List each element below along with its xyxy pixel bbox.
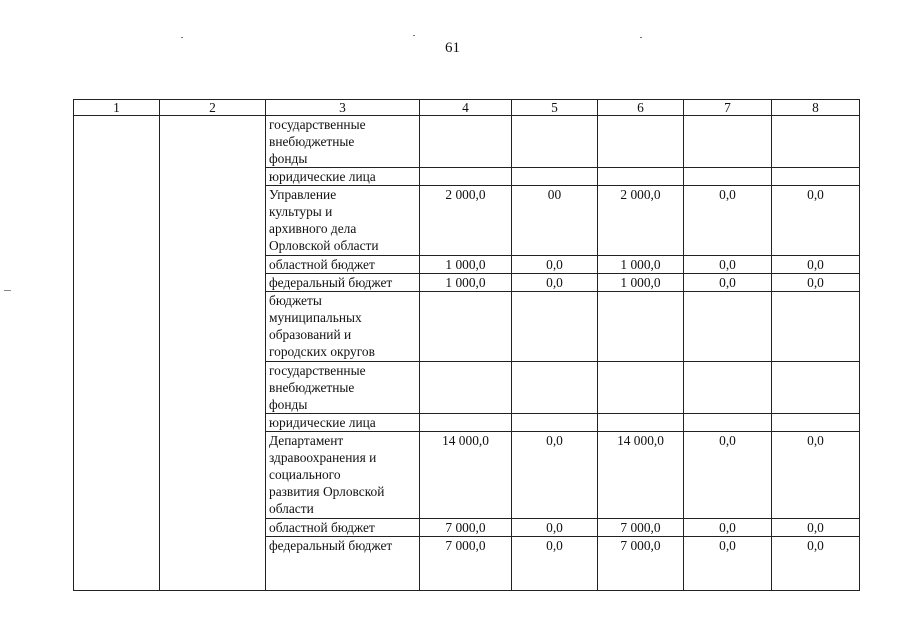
- value-col-4: 1 000,0: [420, 256, 512, 274]
- header-col-3: 3: [266, 100, 420, 116]
- value-col-4: [420, 414, 512, 432]
- budget-table: [73, 99, 860, 591]
- value-col-8: 0,0: [772, 186, 860, 256]
- row-label: Департамент здравоохранения и социального развития Орловской области: [266, 432, 420, 519]
- row-label: юридические лица: [266, 168, 420, 186]
- value-col-5: 0,0: [512, 519, 598, 537]
- value-col-5: [512, 116, 598, 168]
- value-col-6: [598, 168, 684, 186]
- value-col-5: 0,0: [512, 432, 598, 519]
- row-label: государственные внебюджетные фонды: [266, 362, 420, 414]
- value-col-7: 0,0: [684, 432, 772, 519]
- row-label: федеральный бюджет: [266, 537, 420, 591]
- value-col-6: [598, 414, 684, 432]
- value-col-8: 0,0: [772, 274, 860, 292]
- value-col-4: 7 000,0: [420, 537, 512, 591]
- value-col-7: [684, 292, 772, 362]
- row-label: государственные внебюджетные фонды: [266, 116, 420, 168]
- value-col-7: [684, 362, 772, 414]
- value-col-8: 0,0: [772, 256, 860, 274]
- row-label: федеральный бюджет: [266, 274, 420, 292]
- row-label: областной бюджет: [266, 519, 420, 537]
- value-col-6: 7 000,0: [598, 519, 684, 537]
- value-col-4: [420, 292, 512, 362]
- value-col-8: 0,0: [772, 519, 860, 537]
- header-col-4: 4: [420, 100, 512, 116]
- value-col-5: [512, 414, 598, 432]
- value-col-4: 2 000,0: [420, 186, 512, 256]
- row-label: юридические лица: [266, 414, 420, 432]
- value-col-8: [772, 362, 860, 414]
- value-col-5: [512, 292, 598, 362]
- value-col-8: [772, 116, 860, 168]
- value-col-5: [512, 362, 598, 414]
- value-col-8: 0,0: [772, 432, 860, 519]
- value-col-5: 0,0: [512, 537, 598, 591]
- header-col-7: 7: [684, 100, 772, 116]
- page-number: 61: [445, 40, 460, 56]
- value-col-8: [772, 168, 860, 186]
- value-col-6: 2 000,0: [598, 186, 684, 256]
- header-col-6: 6: [598, 100, 684, 116]
- table-row: [74, 116, 860, 168]
- scan-speck: [181, 37, 183, 38]
- row-label: бюджеты муниципальных образований и городских округов: [266, 292, 420, 362]
- col-1-merged-cell: [74, 116, 160, 591]
- value-col-6: 7 000,0: [598, 537, 684, 591]
- value-col-7: [684, 116, 772, 168]
- value-col-7: 0,0: [684, 256, 772, 274]
- value-col-8: [772, 292, 860, 362]
- value-col-6: 14 000,0: [598, 432, 684, 519]
- value-col-6: [598, 292, 684, 362]
- value-col-4: [420, 362, 512, 414]
- value-col-5: 00: [512, 186, 598, 256]
- col-2-merged-cell: [160, 116, 266, 591]
- value-col-7: 0,0: [684, 274, 772, 292]
- value-col-5: [512, 168, 598, 186]
- header-col-5: 5: [512, 100, 598, 116]
- value-col-8: 0,0: [772, 537, 860, 591]
- value-col-7: [684, 168, 772, 186]
- value-col-6: [598, 362, 684, 414]
- value-col-7: 0,0: [684, 186, 772, 256]
- table-body: [74, 116, 860, 591]
- header-col-8: 8: [772, 100, 860, 116]
- value-col-7: [684, 414, 772, 432]
- header-col-1: 1: [74, 100, 160, 116]
- value-col-5: 0,0: [512, 274, 598, 292]
- value-col-4: 14 000,0: [420, 432, 512, 519]
- row-label: Управление культуры и архивного дела Орловской области: [266, 186, 420, 256]
- value-col-8: [772, 414, 860, 432]
- value-col-6: 1 000,0: [598, 256, 684, 274]
- scan-speck: [4, 290, 11, 291]
- value-col-4: [420, 168, 512, 186]
- scan-speck: [640, 37, 642, 38]
- value-col-7: 0,0: [684, 519, 772, 537]
- value-col-6: [598, 116, 684, 168]
- value-col-4: 7 000,0: [420, 519, 512, 537]
- value-col-4: 1 000,0: [420, 274, 512, 292]
- header-row: [74, 100, 860, 116]
- header-col-2: 2: [160, 100, 266, 116]
- scan-speck: [413, 35, 415, 36]
- value-col-7: 0,0: [684, 537, 772, 591]
- value-col-4: [420, 116, 512, 168]
- row-label: областной бюджет: [266, 256, 420, 274]
- value-col-6: 1 000,0: [598, 274, 684, 292]
- value-col-5: 0,0: [512, 256, 598, 274]
